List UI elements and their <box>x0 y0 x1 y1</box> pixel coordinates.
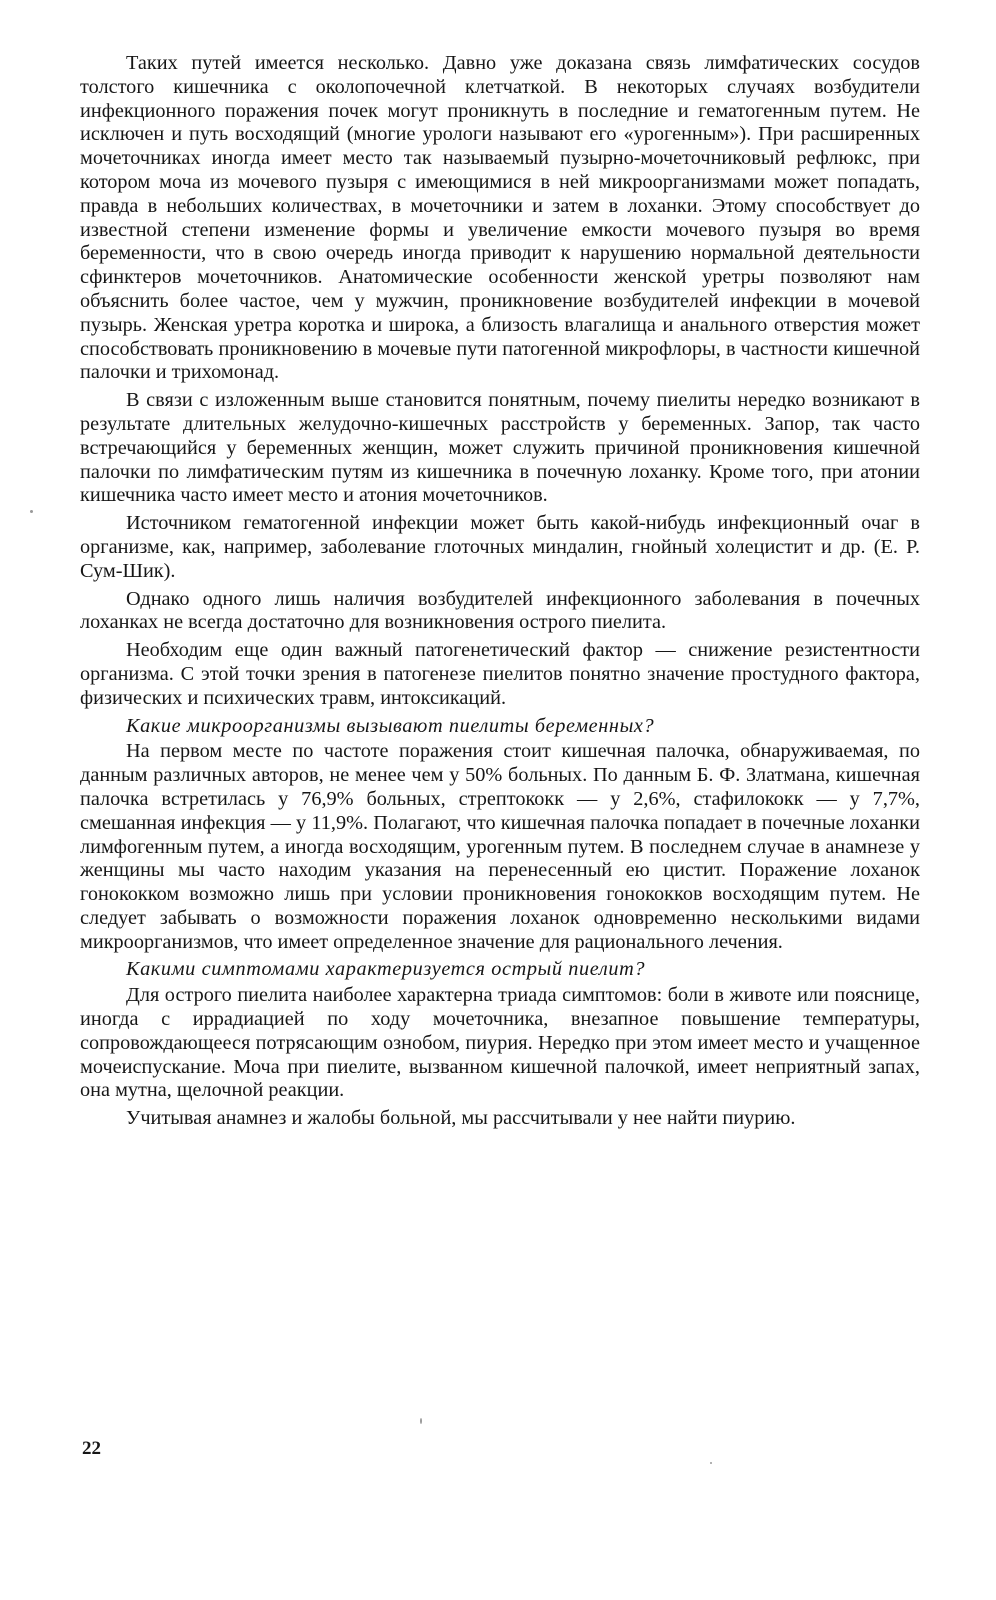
paragraph-gastrointestinal-causes: В связи с изложенным выше становится понятным, почему пиелиты нередко возникают в результате длительных желудочно-кишечных расстройств у беременных. Запор, так часто встречающийся у беременных женщин, может служить причиной проникновения кишечной палочки по лимфатическим путям из кишечника в почечную лоханку. Кроме того, при атонии кишечника часто имеет место и атония мочеточников. <box>80 389 920 507</box>
question-symptoms: Какими симптомами характеризуется острый пиелит? <box>126 958 646 981</box>
paragraph-symptom-triad: Для острого пиелита наиболее характерна триада симптомов: боли в животе или пояснице, иногда с иррадиацией по ходу мочеточника, внезапное повышение температуры, сопровождающееся потрясающим ознобом, пиурия. Нередко при этом имеет место и учащенное мочеиспускание. Моча при пиелите, вызванном кишечной палочкой, имеет неприятный запах, она мутна, щелочной реакции. <box>80 984 920 1102</box>
paragraph-expected-pyuria: Учитывая анамнез и жалобы больной, мы рассчитывали у нее найти пиурию. <box>126 1107 796 1130</box>
scan-speck <box>420 1418 422 1424</box>
paragraph-pathogen-insufficient: Однако одного лишь наличия возбудителей инфекционного заболевания в почечных лоханках не всегда достаточно для возникновения острого пиелита. <box>80 587 920 634</box>
page-number: 22 <box>82 1438 101 1459</box>
page-text <box>80 52 920 1135</box>
paragraph-hematogenous-source: Источником гематогенной инфекции может быть какой-нибудь инфекционный очаг в организме, как, например, заболевание глоточных миндалин, гнойный холецистит и др. (Е. Р. Сум-Шик). <box>80 512 920 582</box>
scan-speck <box>710 1462 712 1464</box>
scan-speck <box>30 510 33 513</box>
paragraph-microorganism-stats: На первом месте по частоте поражения стоит кишечная палочка, обнаруживаемая, по данным различных авторов, не менее чем у 50% больных. По данным Б. Ф. Златмана, кишечная палочка встретилась у 76,9% больных, стрептококк — у 2,6%, стафилококк — у 7,7%, смешанная инфекция — у 11,9%. Полагают, что кишечная палочка попадает в почечные лоханки лимфогенным путем, а иногда восходящим, урогенным путем. В последнем случае в анамнезе у женщины мы часто находим указания на перенесенный ею цистит. Поражение лоханок гонококком возможно лишь при условии проникновения гонококков восходящим путем. Не следует забывать о возможности поражения лоханок одновременно несколькими видами микроорганизмов, что имеет определенное значение для рационального лечения. <box>80 740 920 953</box>
question-microorganisms: Какие микроорганизмы вызывают пиелиты беременных? <box>126 714 655 737</box>
paragraph-resistance-factor: Необходим еще один важный патогенетический фактор — снижение резистентности организма. С этой точки зрения в патогенезе пиелитов понятно значение простудного фактора, физических и психических травм, интоксикаций. <box>80 639 920 709</box>
paragraph-infection-routes: Таких путей имеется несколько. Давно уже доказана связь лимфатических сосудов толстого кишечника с околопочечной клетчаткой. В некоторых случаях возбудители инфекционного поражения почек могут проникнуть в последние и гематогенным путем. Не исключен и путь восходящий (многие урологи называют его «урогенным»). При расширенных мочеточниках иногда имеет место так называемый пузырно-мочеточниковый рефлюкс, при котором моча из мочевого пузыря с имеющимися в ней микроорганизмами может попадать, правда в небольших количествах, в мочеточники и затем в лоханки. Этому способствует до известной степени изменение формы и увеличение емкости мочевого пузыря во время беременности, что в свою очередь иногда приводит к нарушению нормальной деятельности сфинктеров мочеточников. Анатомические особенности женской уретры позволяют нам объяснить более частое, чем у мужчин, проникновение возбудителей инфекции в мочевой пузырь. Женская уретра коротка и широка, а близость влагалища и анального отверстия может способствовать проникновению в мочевые пути патогенной микрофлоры, в частности кишечной палочки и трихомонад. <box>80 52 920 384</box>
